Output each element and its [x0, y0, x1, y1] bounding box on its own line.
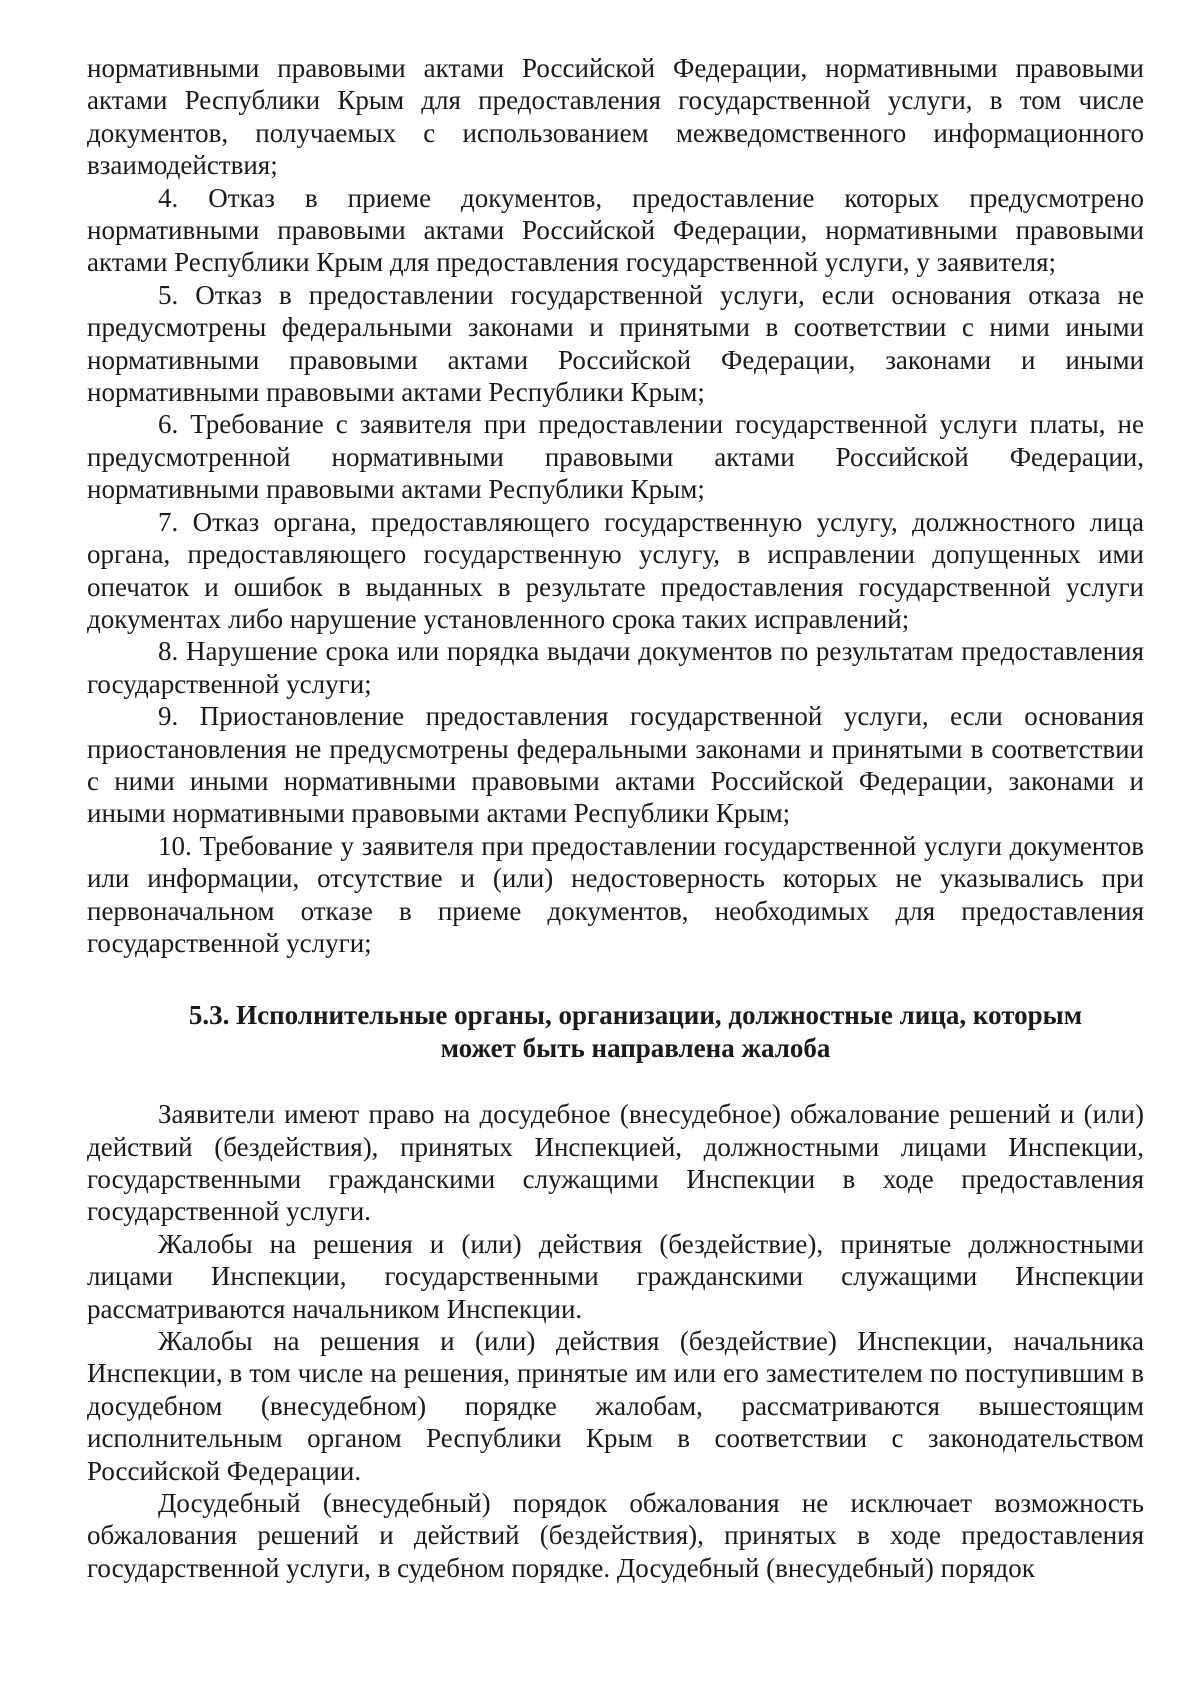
paragraph-item-10: 10. Требование у заявителя при предоставлении государственной услуги документов или информации, отсутствие и (или) недостоверность которых не указывались при первоначальном отказе в приеме документов, необходимых для предоставления государственной услуги;: [87, 830, 1144, 958]
paragraph-item-8: 8. Нарушение срока или порядка выдачи документов по результатам предоставления государственной услуги;: [87, 636, 1144, 699]
section-heading-line-1: 5.3. Исполнительные органы, организации, должностные лица, которым: [188, 1000, 1083, 1031]
document-page: [87, 52, 1144, 1584]
paragraph-complaints-head: Жалобы на решения и (или) действия (бездействие), принятые должностными лицами Инспекции, государственными гражданскими служащими Инспекции рассматриваются начальником Инспекции.: [87, 1228, 1144, 1324]
paragraph-right-to-appeal: Заявители имеют право на досудебное (внесудебное) обжалование решений и (или) действий (бездействия), принятых Инспекцией, должностными лицами Инспекции, государственными гражданскими служащими Инспекции в ходе предоставления государственной услуги.: [87, 1099, 1144, 1227]
section-heading: [87, 999, 1144, 1064]
paragraph-complaints-superior: Жалобы на решения и (или) действия (бездействие) Инспекции, начальника Инспекции, в том числе на решения, принятые им или его заместителем по поступившим в досудебном (внесудебном) порядке жалобам, рассматриваются вышестоящим исполнительным органом Республики Крым в соответствии с законодательством Российской Федерации.: [87, 1326, 1144, 1486]
paragraph-item-6: 6. Требование с заявителя при предоставлении государственной услуги платы, не предусмотренной нормативными правовыми актами Российской Федерации, нормативными правовыми актами Республики Крым;: [87, 409, 1144, 505]
paragraph-item-5: 5. Отказ в предоставлении государственной услуги, если основания отказа не предусмотрены федеральными законами и принятыми в соответствии с ними иными нормативными правовыми актами Российской Федерации, законами и иными нормативными правовыми актами Республики Крым;: [87, 279, 1144, 408]
paragraph-continuation: нормативными правовыми актами Российской Федерации, нормативными правовыми актами Республики Крым для предоставления государственной услуги, в том числе документов, получаемых с использованием межведомственного информационного взаимодействия;: [87, 53, 1144, 181]
paragraph-item-9: 9. Приостановление предоставления государственной услуги, если основания приостановления не предусмотрены федеральными законами и принятыми в соответствии с ними иными нормативными правовыми актами Российской Федерации, законами и иными нормативными правовыми актами Республики Крым;: [87, 701, 1144, 829]
paragraph-judicial-order: Досудебный (внесудебный) порядок обжалования не исключает возможность обжалования решений и действий (бездействия), принятых в ходе предоставления государственной услуги, в судебном порядке. Досудебный (внесудебный) порядок: [87, 1488, 1144, 1583]
section-heading-line-2: может быть направлена жалоба: [440, 1032, 831, 1063]
paragraph-item-7: 7. Отказ органа, предоставляющего государственную услугу, должностного лица органа, предоставляющего государственную услугу, в исправлении допущенных ими опечаток и ошибок в выданных в результате предоставления государственной услуги документах либо нарушение установленного срока таких исправлений;: [87, 506, 1144, 634]
paragraph-item-4: 4. Отказ в приеме документов, предоставление которых предусмотрено нормативными правовыми актами Российской Федерации, нормативными правовыми актами Республики Крым для предоставления государственной услуги, у заявителя;: [87, 182, 1144, 278]
